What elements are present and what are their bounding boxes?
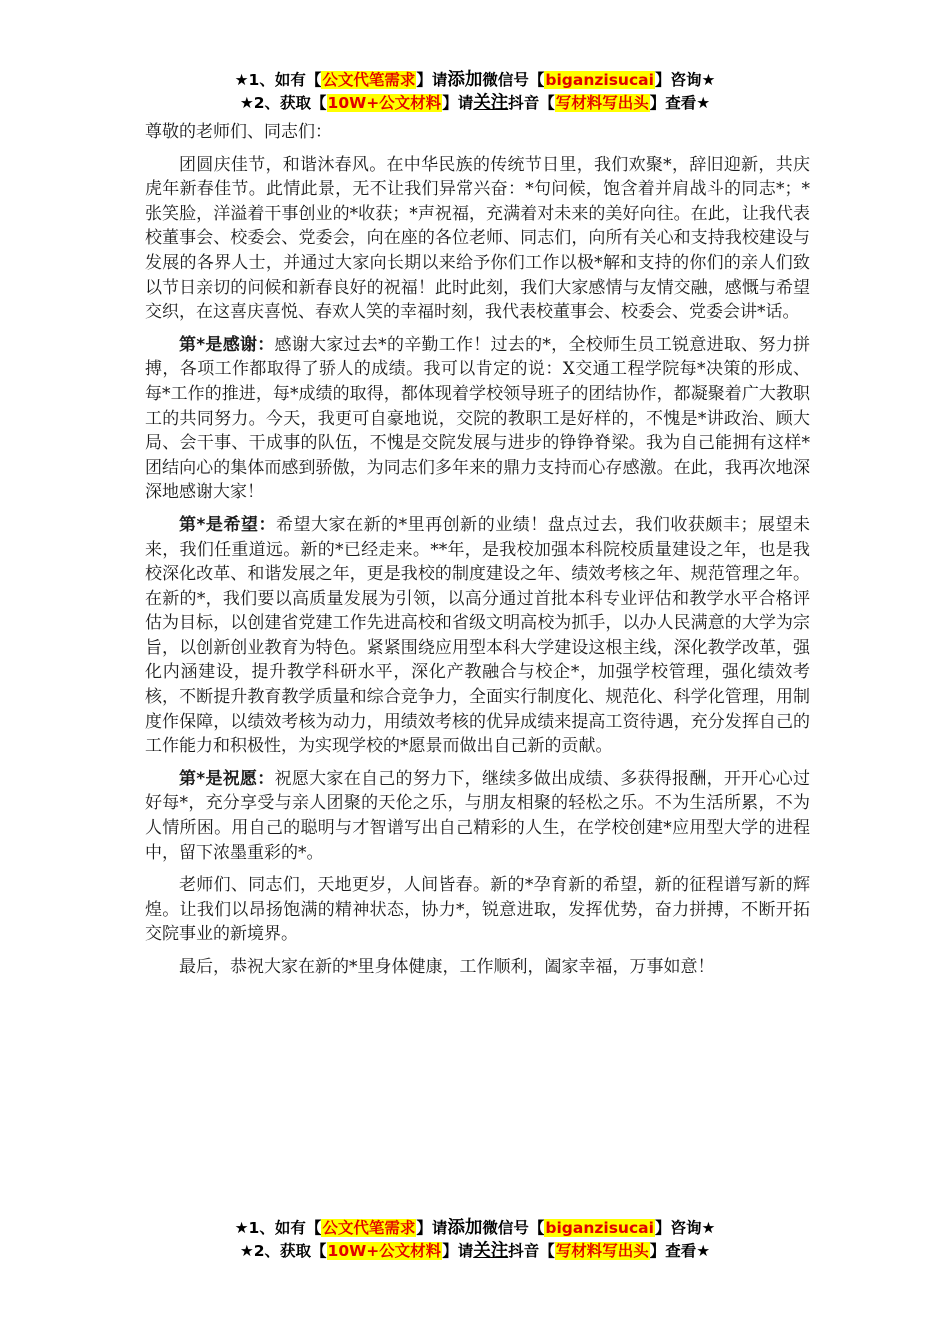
banner-line-1 [0,69,950,92]
banner-text: 】咨询★ [654,71,716,89]
highlight-wechat-id: biganzisucai [545,1219,654,1237]
banner-text: 抖音【 [508,1242,555,1260]
banner-line-1 [0,1217,950,1240]
section-label-thanks: 第*是感谢： [179,334,275,355]
banner-emphasis: 添加 [447,1218,483,1238]
document-body [145,120,810,988]
banner-text: ★1、如有【 [234,1219,322,1237]
banner-text: 微信号【 [482,71,545,89]
header-banner [0,69,950,115]
highlight-douyin-account: 写材料写出头 [555,1242,649,1260]
banner-emphasis: 添加 [447,70,483,90]
paragraph-text: 希望大家在新的*里再创新的业绩！盘点过去，我们收获颇丰；展望未来，我们任重道远。新的*已经走来。**年，是我校加强本科院校质量建设之年，也是我校深化改革、和谐发展之年，更是我校的制度建设之年、绩效考核之年、规范管理之年。在新的*，我们要以高质量发展为引领，以高分通过首批本科专业评估和教学水平合格评估为目标，以创建省党建工作先进高校和省级文明高校为抓手，以办人民满意的大学为宗旨，以创新创业教育为特色。紧紧围绕应用型本科大学建设这根主线，深化教学改革，强化内涵建设，提升教学科研水平，深化产教融合与校企*，加强学校管理，强化绩效考核，不断提升教育教学质量和综合竞争力，全面实行制度化、规范化、科学化管理，用制度作保障，以绩效考核为动力，用绩效考核的优异成绩来提高工资待遇，充分发挥自己的工作能力和积极性，为实现学校的*愿景而做出自己新的贡献。 [145,514,811,757]
highlight-materials: 10W+公文材料 [327,94,442,112]
salutation: 尊敬的老师们、同志们： [145,122,332,142]
banner-line-2 [0,92,950,115]
banner-emphasis: 关注 [473,93,509,113]
banner-text: 】请 [416,1219,448,1237]
banner-text: 】请 [442,1242,474,1260]
banner-text: 抖音【 [508,94,555,112]
paragraph-hope [145,513,810,759]
banner-line-2 [0,1240,950,1263]
banner-text: ★2、获取【 [239,94,327,112]
banner-text: 微信号【 [482,1219,545,1237]
paragraph-opening: 团圆庆佳节，和谐沐春风。在中华民族的传统节日里，我们欢聚*，辞旧迎新，共庆虎年新春佳节。此情此景，无不让我们异常兴奋：*句问候，饱含着并肩战斗的同志*；*张笑脸，洋溢着干事创业的*收获；*声祝福，充满着对未来的美好向往。在此，让我代表校董事会、校委会、党委会，向在座的各位老师、同志们，向所有关心和支持我校建设与发展的各界人士，并通过大家向长期以来给予你们工作以极*解和支持的你们的亲人们致以节日亲切的问候和新春良好的祝福！此时此刻，我们大家感情与友情交融，感慨与希望交织，在这喜庆喜悦、春欢人笑的幸福时刻，我代表校董事会、校委会、党委会讲*话。 [145,154,810,323]
section-label-hope: 第*是希望： [179,514,276,535]
paragraph-wishes [145,767,810,865]
paragraph-closing: 最后，恭祝大家在新的*里身体健康，工作顺利，阖家幸福，万事如意！ [179,957,715,977]
footer-banner [0,1217,950,1263]
banner-emphasis: 关注 [473,1241,509,1261]
highlight-service: 公文代笔需求 [322,71,416,89]
section-label-wishes: 第*是祝愿： [179,768,275,789]
banner-text: 】请 [442,94,474,112]
paragraph-text: 祝愿大家在自己的努力下，继续多做出成绩、多获得报酬，开开心心过好每*，充分享受与亲人团聚的天伦之乐，与朋友相聚的轻松之乐。不为生活所累，不为人情所困。用自己的聪明与才智谱写出自己精彩的人生，在学校创建*应用型大学的进程中，留下浓墨重彩的*。 [145,768,811,863]
banner-text: ★1、如有【 [234,71,322,89]
banner-text: 】查看★ [649,94,711,112]
highlight-douyin-account: 写材料写出头 [555,94,649,112]
banner-text: 】查看★ [649,1242,711,1260]
highlight-wechat-id: biganzisucai [545,71,654,89]
banner-text: 】请 [416,71,448,89]
paragraph-thanks [145,333,810,505]
highlight-materials: 10W+公文材料 [327,1242,442,1260]
highlight-service: 公文代笔需求 [322,1219,416,1237]
banner-text: 】咨询★ [654,1219,716,1237]
paragraph-text: 感谢大家过去*的辛勤工作！过去的*，全校师生员工锐意进取、努力拼搏，各项工作都取得了骄人的成绩。我可以肯定的说：X交通工程学院每*决策的形成、每*工作的推进，每*成绩的取得，都体现着学校领导班子的团结协作，都凝聚着广大教职工的共同努力。今天，我更可自豪地说，交院的教职工是好样的，不愧是*讲政治、顾大局、会干事、干成事的队伍，不愧是交院发展与进步的铮铮脊梁。我为自己能拥有这样*团结向心的集体而感到骄傲，为同志们多年来的鼎力支持而心存感激。在此，我再次地深深地感谢大家！ [145,334,810,503]
banner-text: ★2、获取【 [239,1242,327,1260]
paragraph-call-to-action: 老师们、同志们，天地更岁，人间皆春。新的*孕育新的希望，新的征程谱写新的辉煌。让我们以昂扬饱满的精神状态，协力*，锐意进取，发挥优势，奋力拼搏，不断开拓交院事业的新境界。 [145,875,810,945]
